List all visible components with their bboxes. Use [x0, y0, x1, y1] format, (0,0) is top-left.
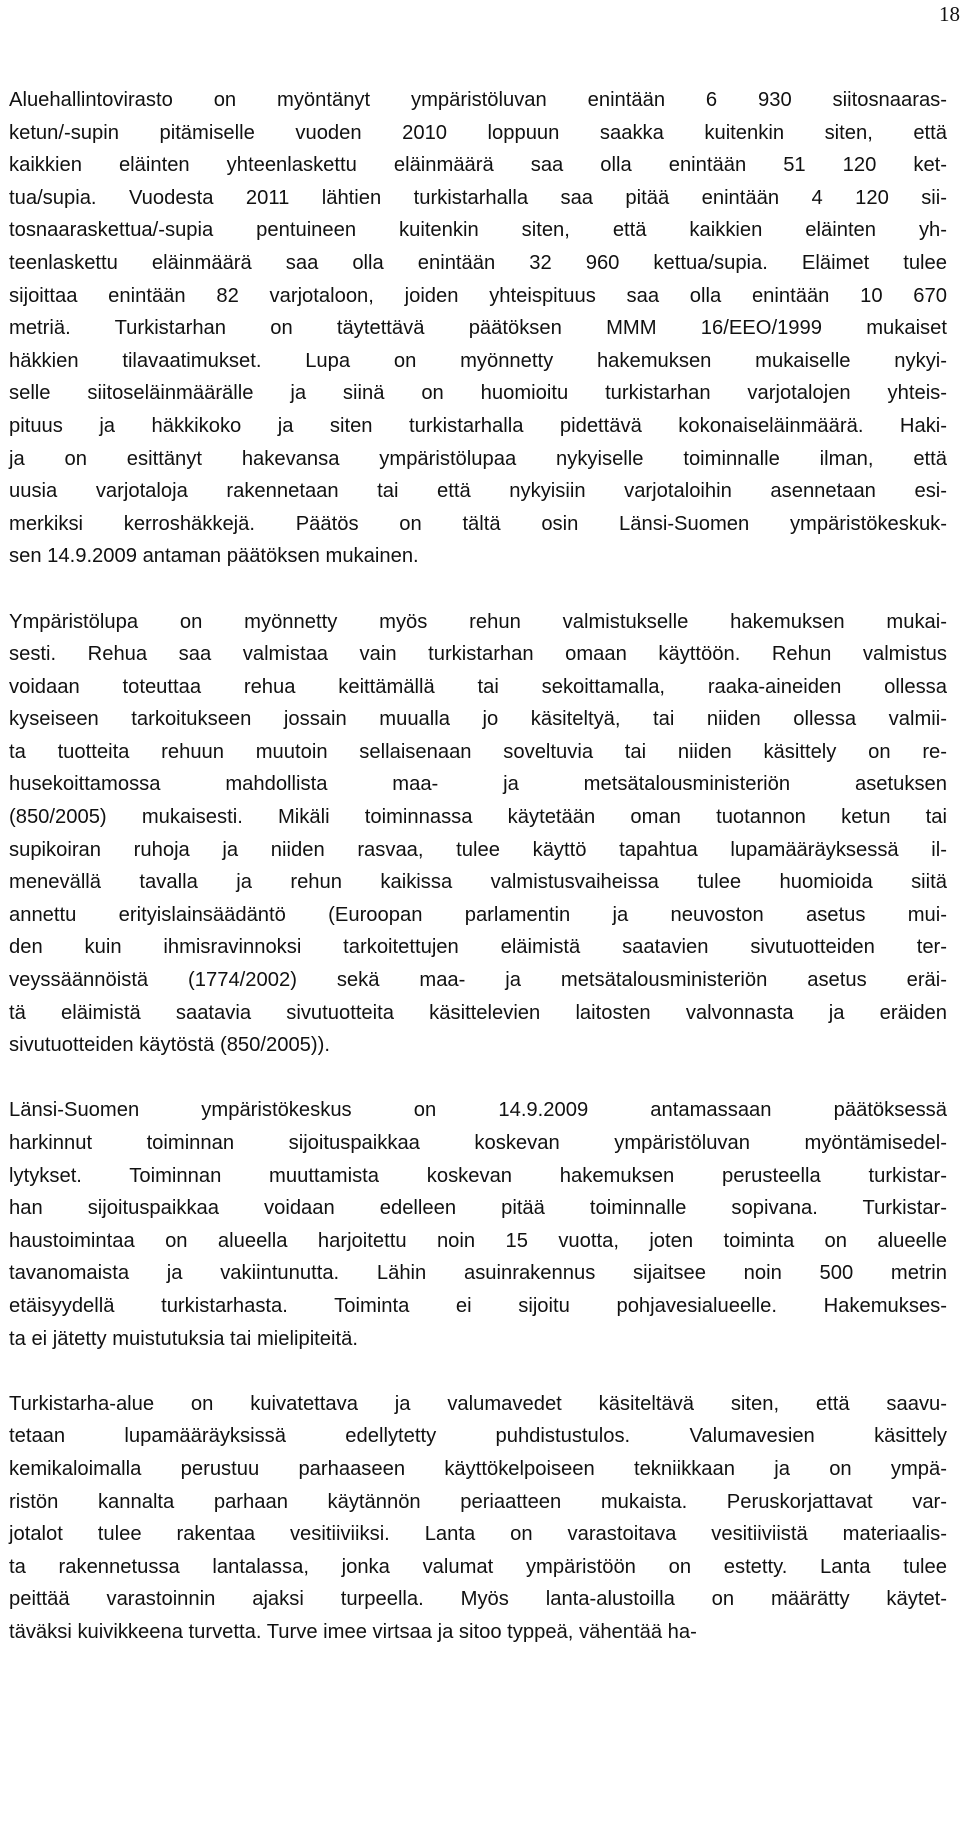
- paragraph: [9, 84, 947, 573]
- text-line: ta tuotteita rehuun muutoin sellaisenaan soveltuvia tai niiden käsittely on re-: [9, 740, 947, 763]
- text-line: ristön kannalta parhaan käytännön periaatteen mukaista. Peruskorjattavat var-: [9, 1490, 947, 1513]
- text-line: Aluehallintovirasto on myöntänyt ympäristöluvan enintään 6 930 siitosnaaras-: [9, 89, 947, 111]
- text-line: tavanomaista ja vakiintunutta. Lähin asuinrakennus sijaitsee noin 500 metrin: [9, 1262, 947, 1285]
- text-line: selle siitoseläinmäärälle ja siinä on huomioitu turkistarhan varjotalojen yhteis-: [9, 382, 947, 405]
- paragraph: [9, 1388, 947, 1649]
- text-line: sivutuotteiden käytöstä (850/2005)).: [9, 1034, 330, 1057]
- text-line: kaikkien eläinten yhteenlaskettu eläinmäärä saa olla enintään 51 120 ket-: [9, 154, 947, 177]
- text-line: pituus ja häkkikoko ja siten turkistarhalla pidettävä kokonaiseläinmäärä. Haki-: [9, 414, 947, 437]
- text-line: metriä. Turkistarhan on täytettävä päätöksen MMM 16/EEO/1999 mukaiset: [9, 317, 947, 340]
- text-line: ja on esittänyt hakevansa ympäristölupaa nykyiselle toiminnalle ilman, että: [9, 447, 947, 470]
- text-line: ketun/-supin pitämiselle vuoden 2010 loppuun saakka kuitenkin siten, että: [9, 121, 947, 144]
- text-line: jotalot tulee rakentaa vesitiiviiksi. Lanta on varastoitava vesitiiviistä materiaalis-: [9, 1523, 947, 1546]
- text-line: täväksi kuivikkeena turvetta. Turve imee virtsaa ja sitoo typpeä, vähentää ha-: [9, 1620, 697, 1643]
- text-line: sesti. Rehua saa valmistaa vain turkistarhan omaan käyttöön. Rehun valmistus: [9, 643, 947, 666]
- text-line: voidaan toteuttaa rehua keittämällä tai sekoittamalla, raaka-aineiden ollessa: [9, 675, 947, 698]
- text-line: lytykset. Toiminnan muuttamista koskevan hakemuksen perusteella turkistar-: [9, 1164, 947, 1187]
- text-line: kyseiseen tarkoitukseen jossain muualla jo käsiteltyä, tai niiden ollessa valmii-: [9, 708, 947, 731]
- text-line: menevällä tavalla ja rehun kaikissa valmistusvaiheissa tulee huomioida siitä: [9, 871, 947, 894]
- document-body: [9, 84, 947, 1681]
- text-line: den kuin ihmisravinnoksi tarkoitettujen eläimistä saatavien sivutuotteiden ter-: [9, 936, 947, 959]
- text-line: harkinnut toiminnan sijoituspaikkaa koskevan ympäristöluvan myöntämisedel-: [9, 1132, 947, 1154]
- paragraph: [9, 1094, 947, 1355]
- text-line: merkiksi kerroshäkkejä. Päätös on tältä osin Länsi-Suomen ympäristökeskuk-: [9, 512, 947, 535]
- text-line: ta rakennetussa lantalassa, jonka valumat ympäristöön on estetty. Lanta tulee: [9, 1555, 947, 1578]
- text-line: sijoittaa enintään 82 varjotaloon, joiden yhteispituus saa olla enintään 10 670: [9, 284, 947, 307]
- text-line: (850/2005) mukaisesti. Mikäli toiminnassa käytetään oman tuotannon ketun tai: [9, 806, 947, 829]
- text-line: tä eläimistä saatavia sivutuotteita käsittelevien laitosten valvonnasta ja eräiden: [9, 1001, 947, 1024]
- text-line: tosnaaraskettua/-supia pentuineen kuitenkin siten, että kaikkien eläinten yh-: [9, 219, 947, 242]
- text-line: tua/supia. Vuodesta 2011 lähtien turkistarhalla saa pitää enintään 4 120 sii-: [9, 186, 947, 209]
- text-line: uusia varjotaloja rakennetaan tai että nykyisiin varjotaloihin asennetaan esi-: [9, 480, 947, 503]
- page-number: 18: [939, 2, 960, 26]
- text-line: Länsi-Suomen ympäristökeskus on 14.9.2009 antamassaan päätöksessä: [9, 1099, 947, 1122]
- text-line: ta ei jätetty muistutuksia tai mielipiteitä.: [9, 1327, 358, 1350]
- text-line: etäisyydellä turkistarhasta. Toiminta ei sijoitu pohjavesialueelle. Hakemukses-: [9, 1294, 947, 1317]
- paragraph: [9, 606, 947, 1062]
- text-line: husekoittamossa mahdollista maa- ja metsätalousministeriön asetuksen: [9, 773, 947, 796]
- text-line: häkkien tilavaatimukset. Lupa on myönnetty hakemuksen mukaiselle nykyi-: [9, 349, 947, 372]
- text-line: haustoimintaa on alueella harjoitettu noin 15 vuotta, joten toiminta on alueelle: [9, 1229, 947, 1252]
- text-line: annettu erityislainsäädäntö (Euroopan parlamentin ja neuvoston asetus mui-: [9, 903, 947, 926]
- text-line: kemikaloimalla perustuu parhaaseen käyttökelpoiseen tekniikkaan ja on ympä-: [9, 1457, 947, 1480]
- text-line: veyssäännöistä (1774/2002) sekä maa- ja metsätalousministeriön asetus eräi-: [9, 969, 947, 992]
- text-line: han sijoituspaikkaa voidaan edelleen pitää toiminnalle sopivana. Turkistar-: [9, 1197, 947, 1220]
- text-line: peittää varastoinnin ajaksi turpeella. Myös lanta-alustoilla on määrätty käytet-: [9, 1588, 947, 1611]
- text-line: Ympäristölupa on myönnetty myös rehun valmistukselle hakemuksen mukai-: [9, 610, 947, 633]
- text-line: Turkistarha-alue on kuivatettava ja valumavedet käsiteltävä siten, että saavu-: [9, 1392, 947, 1415]
- text-line: tetaan lupamääräyksissä edellytetty puhdistustulos. Valumavesien käsittely: [9, 1425, 947, 1448]
- text-line: sen 14.9.2009 antaman päätöksen mukainen.: [9, 545, 419, 568]
- text-line: teenlaskettu eläinmäärä saa olla enintään 32 960 kettua/supia. Eläimet tulee: [9, 251, 947, 274]
- text-line: supikoiran ruhoja ja niiden rasvaa, tulee käyttö tapahtua lupamääräyksessä il-: [9, 838, 947, 861]
